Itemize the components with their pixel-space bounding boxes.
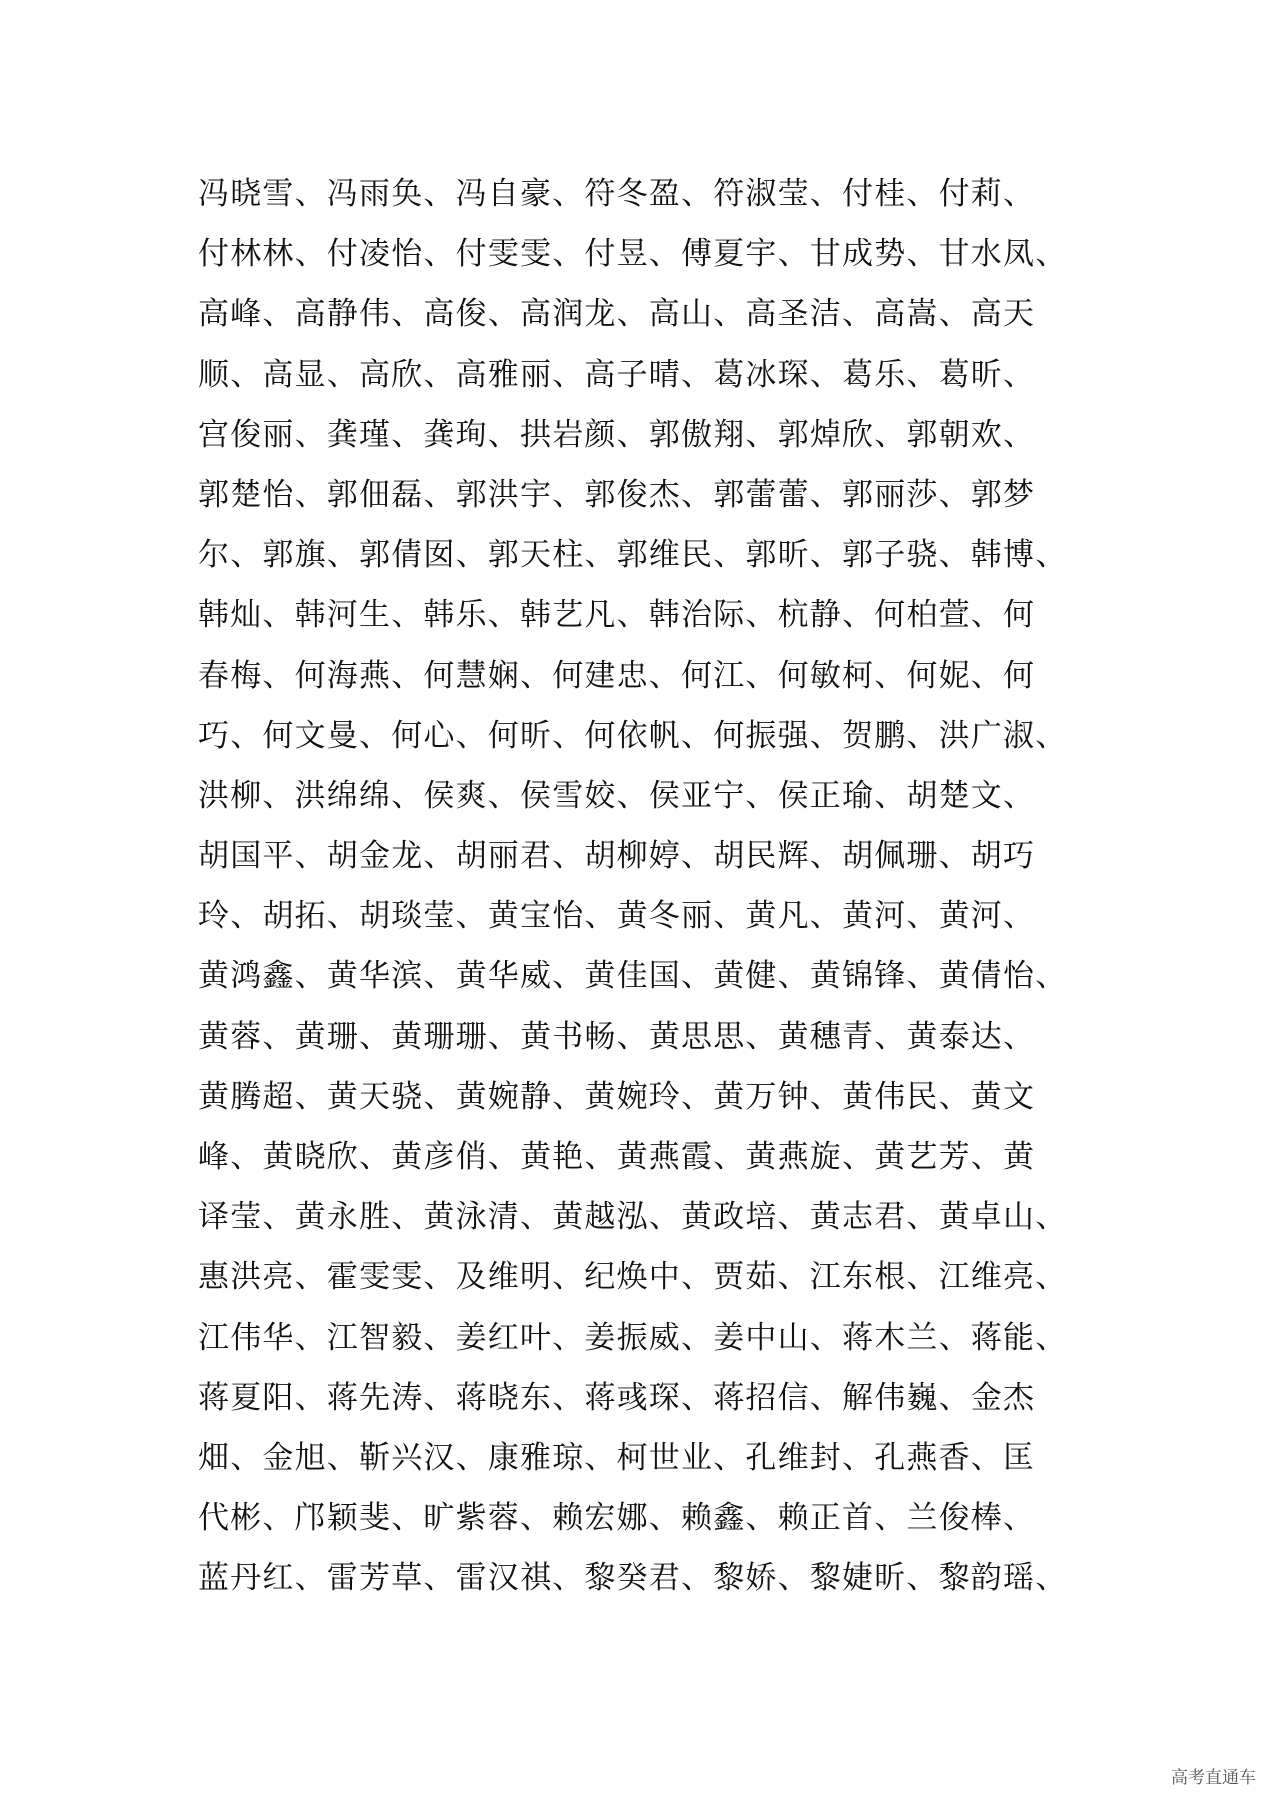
text-line-8: 韩灿、韩河生、韩乐、韩艺凡、韩治际、杭静、何柏萱、何: [198, 597, 1036, 634]
text-line-4: 顺、高显、高欣、高雅丽、高子晴、葛冰琛、葛乐、葛昕、: [198, 356, 1036, 393]
text-line-18: 译莹、黄永胜、黄泳清、黄越泓、黄政培、黄志君、黄卓山、: [198, 1199, 1068, 1236]
text-line-11: 洪柳、洪绵绵、侯爽、侯雪姣、侯亚宁、侯正瑜、胡楚文、: [198, 777, 1036, 814]
text-line-19: 惠洪亮、霍雯雯、及维明、纪焕中、贾茹、江东根、江维亮、: [198, 1259, 1068, 1296]
text-line-7: 尔、郭旗、郭倩囡、郭天柱、郭维民、郭昕、郭子骁、韩博、: [198, 537, 1068, 574]
text-line-10: 巧、何文曼、何心、何昕、何依帆、何振强、贺鹏、洪广淑、: [198, 717, 1068, 754]
watermark-text: 高考直通车: [1171, 1768, 1256, 1788]
text-line-9: 春梅、何海燕、何慧娴、何建忠、何江、何敏柯、何妮、何: [198, 657, 1036, 694]
text-line-13: 玲、胡拓、胡琰莹、黄宝怡、黄冬丽、黄凡、黄河、黄河、: [198, 898, 1036, 935]
text-line-5: 宫俊丽、龚瑾、龚珣、拱岩颜、郭傲翔、郭焯欣、郭朝欢、: [198, 416, 1036, 453]
name-list: [198, 164, 1098, 1609]
text-line-23: 代彬、邝颖斐、旷紫蓉、赖宏娜、赖鑫、赖正首、兰俊棒、: [198, 1500, 1036, 1537]
text-line-17: 峰、黄晓欣、黄彦俏、黄艳、黄燕霞、黄燕旋、黄艺芳、黄: [198, 1139, 1036, 1175]
text-line-20: 江伟华、江智毅、姜红叶、姜振威、姜中山、蒋木兰、蒋能、: [198, 1319, 1068, 1356]
text-line-3: 高峰、高静伟、高俊、高润龙、高山、高圣洁、高嵩、高天: [198, 296, 1036, 333]
text-line-15: 黄蓉、黄珊、黄珊珊、黄书畅、黄思思、黄穗青、黄泰达、: [198, 1018, 1036, 1055]
text-line-24: 蓝丹红、雷芳草、雷汉祺、黎癸君、黎娇、黎婕昕、黎韵瑶、: [198, 1560, 1068, 1597]
text-line-12: 胡国平、胡金龙、胡丽君、胡柳婷、胡民辉、胡佩珊、胡巧: [198, 838, 1036, 875]
text-line-1: 冯晓雪、冯雨奂、冯自豪、符冬盈、符淑莹、付桂、付莉、: [198, 176, 1036, 212]
text-line-2: 付林林、付凌怡、付雯雯、付昱、傅夏宇、甘成势、甘水凤、: [198, 236, 1068, 273]
text-line-21: 蒋夏阳、蒋先涛、蒋晓东、蒋彧琛、蒋招信、解伟巍、金杰: [198, 1379, 1036, 1416]
text-line-6: 郭楚怡、郭佃磊、郭洪宇、郭俊杰、郭蕾蕾、郭丽莎、郭梦: [198, 476, 1036, 513]
text-line-22: 畑、金旭、靳兴汉、康雅琼、柯世业、孔维封、孔燕香、匡: [198, 1439, 1036, 1476]
text-line-16: 黄腾超、黄天骁、黄婉静、黄婉玲、黄万钟、黄伟民、黄文: [198, 1078, 1036, 1115]
text-line-14: 黄鸿鑫、黄华滨、黄华威、黄佳国、黄健、黄锦锋、黄倩怡、: [198, 958, 1068, 995]
